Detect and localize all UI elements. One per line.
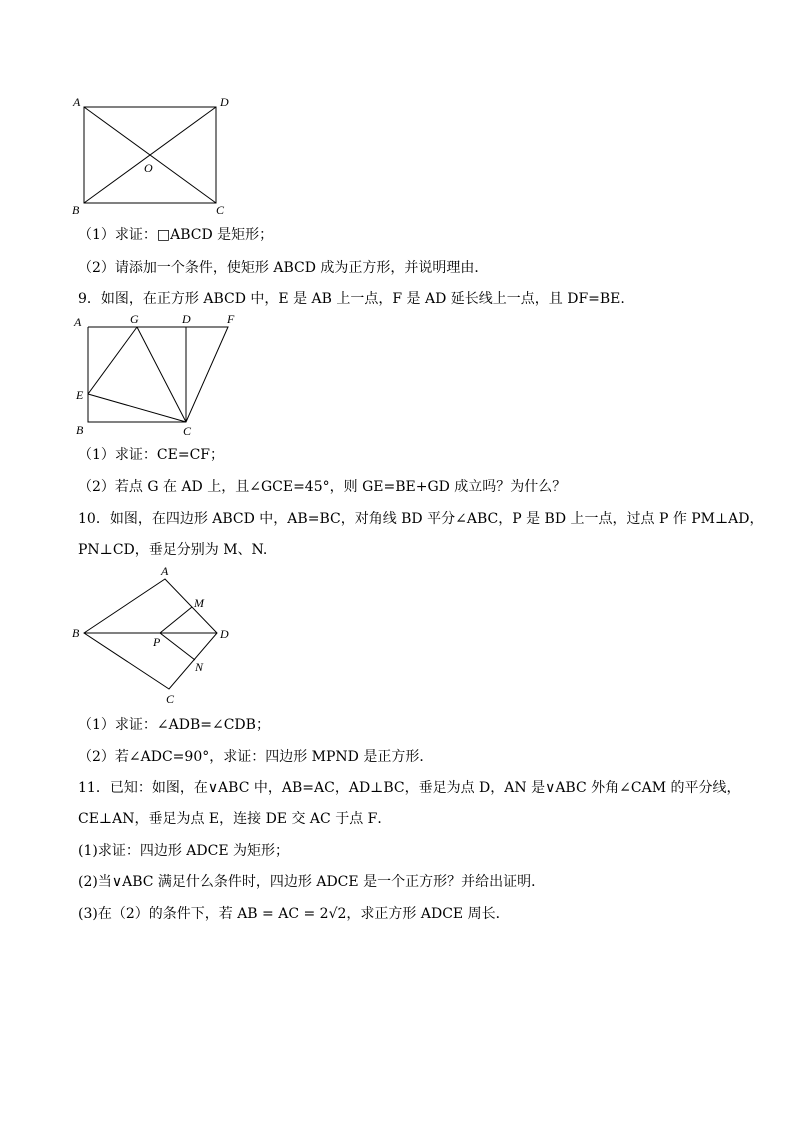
- q9-part1: （1）求证：CE=CF；: [78, 447, 224, 463]
- label-o: O: [144, 161, 153, 175]
- q10-stem-line1: 10．如图，在四边形 ABCD 中，AB=BC，对角线 BD 平分∠ABC，P 是 BD 上一点，过点 P 作 PM⊥AD，: [78, 511, 764, 527]
- square-abcd-figure: [68, 312, 248, 442]
- q9-stem: 9．如图，在正方形 ABCD 中，E 是 AB 上一点，F 是 AD 延长线上一点，且 DF=BE.: [78, 291, 625, 307]
- label-b: B: [72, 626, 80, 640]
- q10-part2: （2）若∠ADC=90°，求证：四边形 MPND 是正方形．: [78, 749, 434, 765]
- segment-pn: [160, 633, 195, 660]
- q11-part3: (3)在（2）的条件下，若 AB = AC = 2√2，求正方形 ADCE 周长．: [78, 906, 510, 922]
- q10-part1: （1）求证：∠ADB=∠CDB；: [78, 717, 270, 733]
- label-d: D: [220, 627, 229, 641]
- q8-part1: （1）求证：□ABCD 是矩形；: [78, 227, 274, 243]
- q11-stem-line2: CE⊥AN，垂足为点 E，连接 DE 交 AC 于点 F．: [78, 811, 392, 827]
- label-c: C: [216, 203, 225, 217]
- label-d: D: [220, 95, 229, 109]
- label-a: A: [161, 564, 169, 578]
- label-p: P: [153, 635, 161, 649]
- q10-stem-line2: PN⊥CD，垂足分别为 M、N.: [78, 542, 268, 558]
- label-g: G: [130, 312, 139, 326]
- label-c: C: [183, 424, 192, 438]
- label-a: A: [73, 95, 81, 109]
- q11-part1: (1)求证：四边形 ADCE 为矩形；: [78, 843, 289, 859]
- label-a: A: [74, 315, 82, 329]
- q11-part2: (2)当∨ABC 满足什么条件时，四边形 ADCE 是一个正方形？并给出证明．: [78, 874, 546, 890]
- label-m: M: [194, 596, 204, 610]
- label-c: C: [166, 692, 175, 706]
- segment-gc: [137, 327, 186, 422]
- square-and-extension: [88, 327, 228, 422]
- label-f: F: [227, 312, 235, 326]
- rectangle-abcd-figure: [68, 90, 238, 220]
- label-n: N: [195, 660, 204, 674]
- q9-part2: （2）若点 G 在 AD 上，且∠GCE=45°，则 GE=BE+GD 成立吗？为什么？: [78, 479, 567, 495]
- segment-eg: [88, 327, 137, 394]
- segment-pm: [160, 607, 192, 633]
- label-e: E: [76, 388, 84, 402]
- q11-stem-line1: 11．已知：如图，在∨ABC 中，AB=AC，AD⊥BC，垂足为点 D，AN 是∨ABC 外角∠CAM 的平分线，: [78, 780, 741, 796]
- quadrilateral-abcd-figure: [68, 563, 248, 708]
- label-b: B: [76, 423, 84, 437]
- label-b: B: [72, 203, 80, 217]
- label-d: D: [182, 312, 191, 326]
- segment-ec: [88, 394, 186, 422]
- q8-part2: （2）请添加一个条件，使矩形 ABCD 成为正方形，并说明理由．: [78, 260, 489, 276]
